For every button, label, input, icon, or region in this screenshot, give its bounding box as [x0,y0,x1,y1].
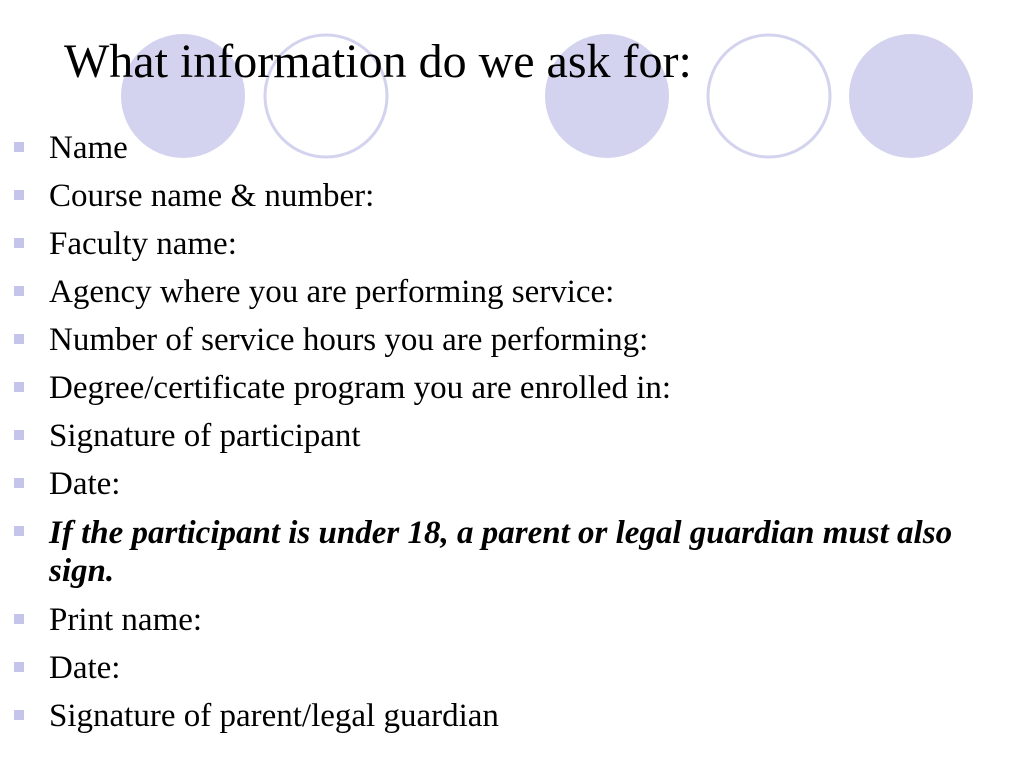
bullet-text: Date: [49,650,121,686]
bullet-item-course [0,178,1010,214]
bullet-item-print-name [0,602,1010,638]
bullet-text: Course name & number: [49,178,375,214]
bullet-text: Date: [49,466,121,502]
bullet-text: Agency where you are performing service: [49,274,615,310]
bullet-marker-icon [14,710,24,720]
bullet-item-guardian-date [0,650,1010,686]
bullet-item-participant-signature [0,418,1010,454]
bullet-marker-icon [14,526,24,536]
bullet-text: Number of service hours you are performing: [49,322,649,358]
bullet-item-faculty [0,226,1010,262]
bullet-item-agency [0,274,1010,310]
bullet-marker-icon [14,142,24,152]
bullet-marker-icon [14,614,24,624]
bullet-marker-icon [14,662,24,672]
bullet-marker-icon [14,430,24,440]
bullet-item-name [0,130,1010,166]
slide-title: What information do we ask for: [64,35,692,88]
bullet-marker-icon [14,238,24,248]
bullet-list [0,130,1010,746]
bullet-text: Print name: [49,602,203,638]
bullet-item-date [0,466,1010,502]
bullet-marker-icon [14,334,24,344]
bullet-item-guardian-signature [0,698,1010,734]
bullet-text: Signature of parent/legal guardian [49,698,499,734]
bullet-text: Name [49,130,128,166]
bullet-text: If the participant is under 18, a parent or legal guardian must also sign. [49,515,953,589]
bullet-marker-icon [14,382,24,392]
bullet-marker-icon [14,190,24,200]
bullet-text: Degree/certificate program you are enrolled in: [49,370,672,406]
bullet-marker-icon [14,286,24,296]
bullet-item-degree-program [0,370,1010,406]
bullet-marker-icon [14,478,24,488]
bullet-item-service-hours [0,322,1010,358]
bullet-text: Faculty name: [49,226,237,262]
bullet-text: Signature of participant [49,418,361,454]
bullet-item-guardian-notice [0,514,1010,590]
